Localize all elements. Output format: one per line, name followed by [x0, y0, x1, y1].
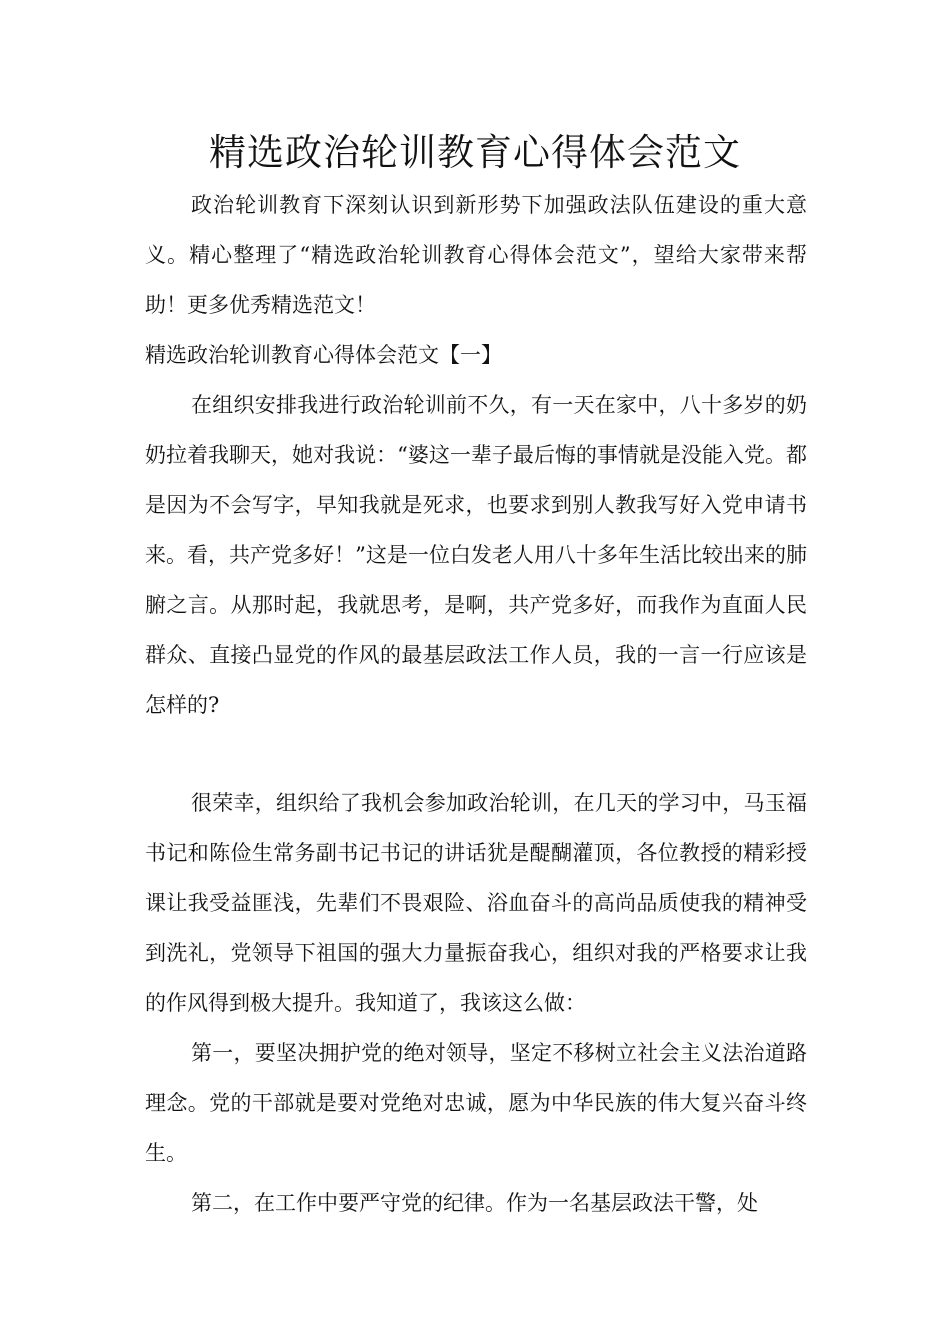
body-paragraph: 很荣幸，组织给了我机会参加政治轮训，在几天的学习中，马玉福书记和陈俭生常务副书记书记的讲话犹是醍醐灌顶，各位教授的精彩授课让我受益匪浅，先辈们不畏艰险、浴血奋斗的高尚品质使我的精神受到洗礼，党领导下祖国的强大力量振奋我心，组织对我的严格要求让我的作风得到极大提升。我知道了，我该这么做：	[145, 791, 807, 1015]
body-paragraph: 在组织安排我进行政治轮训前不久，有一天在家中，八十多岁的奶奶拉着我聊天，她对我说：“婆这一辈子最后悔的事情就是没能入党。都是因为不会写字，早知我就是死求，也要求到别人教我写好入党申请书来。看，共产党多好！”这是一位白发老人用八十多年生活比较出来的肺腑之言。从那时起，我就思考，是啊，共产党多好，而我作为直面人民群众、直接凸显党的作风的最基层政法工作人员，我的一言一行应该是怎样的?	[145, 393, 807, 717]
document-title: 精选政治轮训教育心得体会范文	[209, 131, 741, 174]
section-heading: 精选政治轮训教育心得体会范文【一】	[145, 343, 502, 367]
body-paragraph: 第一，要坚决拥护党的绝对领导，坚定不移树立社会主义法治道路理念。党的干部就是要对党绝对忠诚，愿为中华民族的伟大复兴奋斗终生。	[145, 1041, 807, 1165]
intro-paragraph: 政治轮训教育下深刻认识到新形势下加强政法队伍建设的重大意义。精心整理了“精选政治轮训教育心得体会范文”，望给大家带来帮助！更多优秀精选范文！	[145, 193, 807, 317]
body-paragraph: 第二，在工作中要严守党的纪律。作为一名基层政法干警，处	[191, 1191, 758, 1215]
